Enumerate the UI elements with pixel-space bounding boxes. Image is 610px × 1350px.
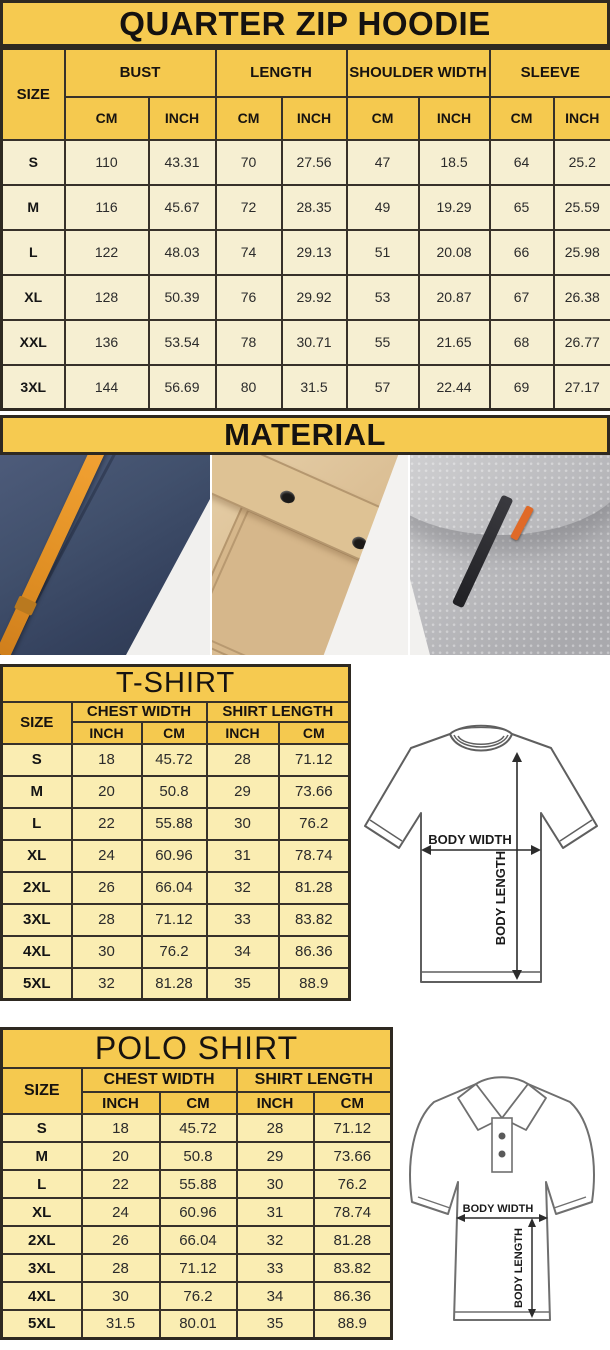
value-cell: 34 bbox=[207, 936, 279, 968]
value-cell: 66.04 bbox=[160, 1226, 237, 1254]
value-cell: 80.01 bbox=[160, 1310, 237, 1338]
value-cell: 136 bbox=[65, 320, 149, 365]
tshirt-col-size: SIZE bbox=[2, 702, 72, 744]
tshirt-size-table bbox=[0, 664, 351, 1001]
value-cell: 70 bbox=[216, 140, 282, 185]
table-row bbox=[2, 1310, 392, 1338]
value-cell: 19.29 bbox=[419, 185, 490, 230]
value-cell: 18.5 bbox=[419, 140, 490, 185]
value-cell: 71.12 bbox=[279, 744, 350, 776]
value-cell: 32 bbox=[72, 968, 142, 1000]
hoodie-unit-row bbox=[2, 97, 610, 140]
polo-col-shirt-length: SHIRT LENGTH bbox=[237, 1068, 392, 1092]
value-cell: 69 bbox=[490, 365, 554, 410]
table-row bbox=[2, 1114, 392, 1142]
value-cell: 45.67 bbox=[149, 185, 216, 230]
value-cell: 68 bbox=[490, 320, 554, 365]
table-row bbox=[2, 808, 350, 840]
value-cell: 33 bbox=[207, 904, 279, 936]
value-cell: 28 bbox=[72, 904, 142, 936]
size-cell: 2XL bbox=[2, 872, 72, 904]
size-cell: 5XL bbox=[2, 968, 72, 1000]
table-row bbox=[2, 936, 350, 968]
tshirt-header-row bbox=[2, 702, 350, 722]
hoodie-col-shoulder-width: SHOULDER WIDTH bbox=[347, 49, 490, 97]
value-cell: 71.12 bbox=[160, 1254, 237, 1282]
value-cell: 122 bbox=[65, 230, 149, 275]
table-row bbox=[2, 872, 350, 904]
value-cell: 29.92 bbox=[282, 275, 347, 320]
body-width-label: BODY WIDTH bbox=[462, 1203, 534, 1215]
value-cell: 78 bbox=[216, 320, 282, 365]
tshirt-outline bbox=[365, 726, 597, 982]
value-cell: 81.28 bbox=[314, 1226, 392, 1254]
value-cell: 45.72 bbox=[142, 744, 207, 776]
polo-col-size: SIZE bbox=[2, 1068, 82, 1114]
size-cell: XL bbox=[2, 840, 72, 872]
value-cell: 73.66 bbox=[279, 776, 350, 808]
value-cell: 31 bbox=[237, 1198, 314, 1226]
value-cell: 45.72 bbox=[160, 1114, 237, 1142]
polo-size-table bbox=[0, 1027, 393, 1340]
polo-section-title: POLO SHIRT bbox=[2, 1029, 392, 1069]
value-cell: 81.28 bbox=[142, 968, 207, 1000]
value-cell: 80 bbox=[216, 365, 282, 410]
value-cell: 26.38 bbox=[554, 275, 610, 320]
tshirt-col-shirt-length: SHIRT LENGTH bbox=[207, 702, 350, 722]
value-cell: 88.9 bbox=[314, 1310, 392, 1338]
polo-title-row bbox=[2, 1029, 392, 1069]
value-cell: 76.2 bbox=[160, 1282, 237, 1310]
value-cell: 73.66 bbox=[314, 1142, 392, 1170]
value-cell: 66 bbox=[490, 230, 554, 275]
table-row bbox=[2, 230, 610, 275]
value-cell: 18 bbox=[82, 1114, 160, 1142]
size-cell: L bbox=[2, 1170, 82, 1198]
value-cell: 55.88 bbox=[142, 808, 207, 840]
value-cell: 18 bbox=[72, 744, 142, 776]
value-cell: 24 bbox=[82, 1198, 160, 1226]
size-cell: 4XL bbox=[2, 936, 72, 968]
value-cell: 34 bbox=[237, 1282, 314, 1310]
table-row bbox=[2, 1142, 392, 1170]
value-cell: 21.65 bbox=[419, 320, 490, 365]
table-row bbox=[2, 1282, 392, 1310]
value-cell: 32 bbox=[207, 872, 279, 904]
table-row bbox=[2, 1170, 392, 1198]
photo-navy-fleece-drawstring bbox=[0, 455, 210, 655]
value-cell: 49 bbox=[347, 185, 419, 230]
unit-label: INCH bbox=[282, 97, 347, 140]
polo-button bbox=[499, 1151, 506, 1158]
hoodie-size-table bbox=[0, 47, 610, 411]
value-cell: 78.74 bbox=[279, 840, 350, 872]
unit-label: CM bbox=[142, 722, 207, 744]
unit-label: INCH bbox=[237, 1092, 314, 1114]
table-row bbox=[2, 744, 350, 776]
value-cell: 48.03 bbox=[149, 230, 216, 275]
value-cell: 26.77 bbox=[554, 320, 610, 365]
value-cell: 88.9 bbox=[279, 968, 350, 1000]
size-cell: XXL bbox=[2, 320, 65, 365]
value-cell: 32 bbox=[237, 1226, 314, 1254]
unit-label: INCH bbox=[82, 1092, 160, 1114]
polo-button bbox=[499, 1133, 506, 1140]
table-row bbox=[2, 185, 610, 230]
unit-label: INCH bbox=[554, 97, 610, 140]
value-cell: 30.71 bbox=[282, 320, 347, 365]
value-cell: 50.39 bbox=[149, 275, 216, 320]
value-cell: 144 bbox=[65, 365, 149, 410]
photo-gray-fleece-zipper bbox=[410, 455, 610, 655]
value-cell: 31.5 bbox=[282, 365, 347, 410]
value-cell: 50.8 bbox=[142, 776, 207, 808]
value-cell: 81.28 bbox=[279, 872, 350, 904]
value-cell: 20 bbox=[82, 1142, 160, 1170]
size-cell: L bbox=[2, 230, 65, 275]
size-cell: 3XL bbox=[2, 1254, 82, 1282]
size-cell: 5XL bbox=[2, 1310, 82, 1338]
material-photo-strip bbox=[0, 455, 610, 655]
value-cell: 57 bbox=[347, 365, 419, 410]
hoodie-col-length: LENGTH bbox=[216, 49, 347, 97]
value-cell: 27.56 bbox=[282, 140, 347, 185]
value-cell: 47 bbox=[347, 140, 419, 185]
value-cell: 53.54 bbox=[149, 320, 216, 365]
unit-label: CM bbox=[490, 97, 554, 140]
unit-label: CM bbox=[216, 97, 282, 140]
value-cell: 64 bbox=[490, 140, 554, 185]
value-cell: 22 bbox=[82, 1170, 160, 1198]
size-cell: S bbox=[2, 744, 72, 776]
table-row bbox=[2, 1254, 392, 1282]
table-row bbox=[2, 140, 610, 185]
value-cell: 60.96 bbox=[142, 840, 207, 872]
value-cell: 25.59 bbox=[554, 185, 610, 230]
value-cell: 128 bbox=[65, 275, 149, 320]
table-row bbox=[2, 840, 350, 872]
polo-measurement-diagram bbox=[392, 1058, 610, 1348]
unit-label: INCH bbox=[72, 722, 142, 744]
value-cell: 66.04 bbox=[142, 872, 207, 904]
value-cell: 35 bbox=[237, 1310, 314, 1338]
polo-col-chest-width: CHEST WIDTH bbox=[82, 1068, 237, 1092]
unit-label: INCH bbox=[207, 722, 279, 744]
value-cell: 20.08 bbox=[419, 230, 490, 275]
polo-header-row bbox=[2, 1068, 392, 1092]
hoodie-col-sleeve: SLEEVE bbox=[490, 49, 610, 97]
fabric-edge bbox=[0, 455, 210, 655]
table-row bbox=[2, 1198, 392, 1226]
value-cell: 55.88 bbox=[160, 1170, 237, 1198]
value-cell: 86.36 bbox=[314, 1282, 392, 1310]
tshirt-col-chest-width: CHEST WIDTH bbox=[72, 702, 207, 722]
value-cell: 30 bbox=[72, 936, 142, 968]
unit-label: CM bbox=[314, 1092, 392, 1114]
value-cell: 53 bbox=[347, 275, 419, 320]
size-cell: L bbox=[2, 808, 72, 840]
value-cell: 31 bbox=[207, 840, 279, 872]
material-section-title: MATERIAL bbox=[0, 415, 610, 455]
value-cell: 116 bbox=[65, 185, 149, 230]
value-cell: 27.17 bbox=[554, 365, 610, 410]
value-cell: 22 bbox=[72, 808, 142, 840]
value-cell: 30 bbox=[237, 1170, 314, 1198]
tshirt-measurement-diagram bbox=[352, 698, 610, 1010]
table-row bbox=[2, 365, 610, 410]
value-cell: 28 bbox=[237, 1114, 314, 1142]
value-cell: 55 bbox=[347, 320, 419, 365]
size-cell: M bbox=[2, 1142, 82, 1170]
value-cell: 83.82 bbox=[314, 1254, 392, 1282]
table-row bbox=[2, 968, 350, 1000]
drawstring-clasp bbox=[14, 595, 37, 616]
hoodie-header-row bbox=[2, 49, 610, 97]
value-cell: 56.69 bbox=[149, 365, 216, 410]
size-cell: M bbox=[2, 776, 72, 808]
value-cell: 22.44 bbox=[419, 365, 490, 410]
value-cell: 33 bbox=[237, 1254, 314, 1282]
value-cell: 35 bbox=[207, 968, 279, 1000]
size-cell: 3XL bbox=[2, 904, 72, 936]
body-length-label: BODY LENGTH bbox=[513, 1228, 525, 1308]
value-cell: 51 bbox=[347, 230, 419, 275]
value-cell: 29.13 bbox=[282, 230, 347, 275]
value-cell: 71.12 bbox=[314, 1114, 392, 1142]
collar-back-line bbox=[476, 1077, 528, 1084]
value-cell: 110 bbox=[65, 140, 149, 185]
value-cell: 76.2 bbox=[314, 1170, 392, 1198]
value-cell: 72 bbox=[216, 185, 282, 230]
value-cell: 67 bbox=[490, 275, 554, 320]
value-cell: 29 bbox=[207, 776, 279, 808]
size-cell: 2XL bbox=[2, 1226, 82, 1254]
size-cell: 4XL bbox=[2, 1282, 82, 1310]
orange-drawstring bbox=[0, 455, 106, 655]
value-cell: 26 bbox=[82, 1226, 160, 1254]
value-cell: 25.2 bbox=[554, 140, 610, 185]
unit-label: INCH bbox=[149, 97, 216, 140]
value-cell: 29 bbox=[237, 1142, 314, 1170]
value-cell: 30 bbox=[207, 808, 279, 840]
size-cell: M bbox=[2, 185, 65, 230]
value-cell: 30 bbox=[82, 1282, 160, 1310]
value-cell: 28 bbox=[207, 744, 279, 776]
value-cell: 83.82 bbox=[279, 904, 350, 936]
hoodie-section-title: QUARTER ZIP HOODIE bbox=[0, 0, 610, 47]
value-cell: 76.2 bbox=[279, 808, 350, 840]
unit-label: CM bbox=[65, 97, 149, 140]
table-row bbox=[2, 275, 610, 320]
unit-label: CM bbox=[279, 722, 350, 744]
value-cell: 20 bbox=[72, 776, 142, 808]
photo-khaki-pocket bbox=[212, 455, 408, 655]
value-cell: 25.98 bbox=[554, 230, 610, 275]
body-width-label: BODY WIDTH bbox=[428, 832, 512, 847]
value-cell: 60.96 bbox=[160, 1198, 237, 1226]
value-cell: 43.31 bbox=[149, 140, 216, 185]
hoodie-col-size: SIZE bbox=[2, 49, 65, 140]
unit-label: INCH bbox=[419, 97, 490, 140]
tshirt-section-title: T-SHIRT bbox=[2, 666, 350, 702]
hoodie-col-bust: BUST bbox=[65, 49, 216, 97]
size-cell: 3XL bbox=[2, 365, 65, 410]
size-cell: XL bbox=[2, 1198, 82, 1226]
table-row bbox=[2, 320, 610, 365]
body-length-label: BODY LENGTH bbox=[493, 850, 508, 946]
fabric-fold-shadow bbox=[410, 455, 610, 535]
placket bbox=[492, 1118, 512, 1172]
value-cell: 78.74 bbox=[314, 1198, 392, 1226]
value-cell: 26 bbox=[72, 872, 142, 904]
value-cell: 31.5 bbox=[82, 1310, 160, 1338]
value-cell: 28.35 bbox=[282, 185, 347, 230]
unit-label: CM bbox=[160, 1092, 237, 1114]
table-row bbox=[2, 904, 350, 936]
value-cell: 65 bbox=[490, 185, 554, 230]
unit-label: CM bbox=[347, 97, 419, 140]
table-row bbox=[2, 776, 350, 808]
value-cell: 86.36 bbox=[279, 936, 350, 968]
value-cell: 28 bbox=[82, 1254, 160, 1282]
value-cell: 76 bbox=[216, 275, 282, 320]
value-cell: 50.8 bbox=[160, 1142, 237, 1170]
table-row bbox=[2, 1226, 392, 1254]
size-cell: S bbox=[2, 1114, 82, 1142]
size-cell: XL bbox=[2, 275, 65, 320]
value-cell: 76.2 bbox=[142, 936, 207, 968]
value-cell: 24 bbox=[72, 840, 142, 872]
size-cell: S bbox=[2, 140, 65, 185]
value-cell: 74 bbox=[216, 230, 282, 275]
value-cell: 71.12 bbox=[142, 904, 207, 936]
value-cell: 20.87 bbox=[419, 275, 490, 320]
tshirt-title-row bbox=[2, 666, 350, 702]
